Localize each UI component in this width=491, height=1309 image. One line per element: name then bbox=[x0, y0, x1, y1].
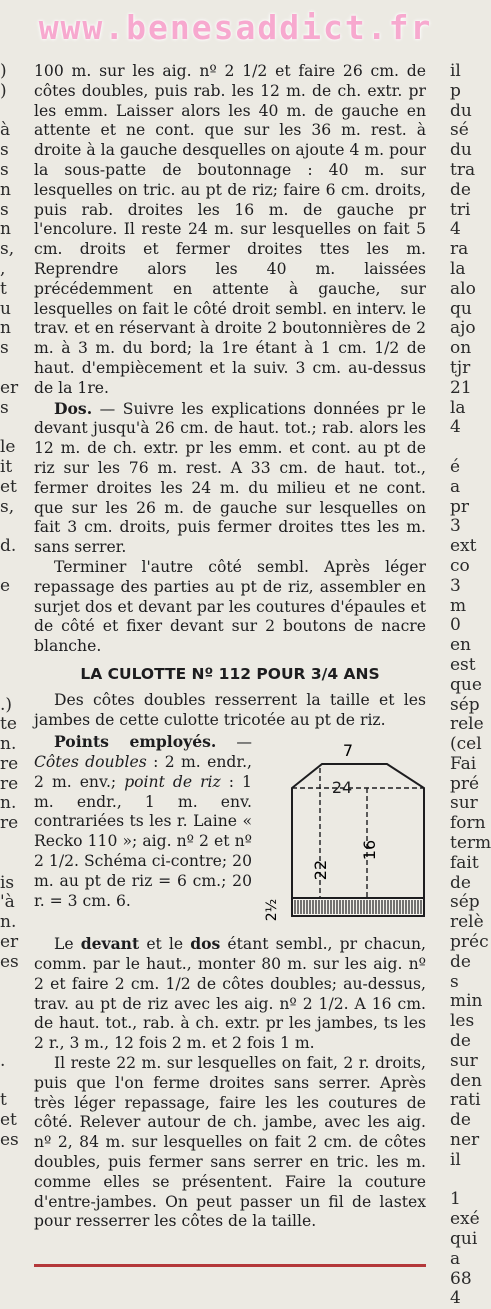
margin-fragment bbox=[0, 1151, 14, 1171]
points-block bbox=[34, 732, 426, 934]
margin-fragment: d. bbox=[0, 536, 17, 557]
margin-fragment: exé bbox=[450, 1209, 480, 1230]
margin-fragment: de bbox=[450, 951, 471, 972]
paragraph-dos bbox=[34, 399, 426, 558]
schema-width-label: 24 bbox=[331, 778, 353, 798]
margin-fragment bbox=[0, 1190, 14, 1210]
margin-fragment: préc bbox=[450, 932, 489, 953]
margin-fragment bbox=[0, 656, 14, 676]
margin-fragment: re bbox=[0, 773, 19, 794]
margin-fragment: la bbox=[450, 258, 466, 279]
margin-fragment: rati bbox=[450, 1090, 481, 1111]
margin-fragment: 3 bbox=[450, 575, 461, 596]
margin-fragment: 0 bbox=[450, 615, 461, 636]
margin-fragment bbox=[0, 973, 14, 993]
margin-fragment bbox=[0, 359, 14, 379]
text-fragment: étant sembl., pr chacun, comm. par le haut., monter 80 m. sur les aig. nº 2 et faire 2 cm. 1/2 de côtes doubles; au-dessus, trav. au pt de riz avec les aig. nº 2 1/2. A 16 cm. de haut. tot., rab. à ch. extr. pr les jambes, ts les 2 r., 3 m., 12 fois 2 m. et 2 fois 1 m. bbox=[34, 935, 426, 1053]
margin-fragment: es bbox=[0, 951, 19, 972]
margin-fragment: tjr bbox=[450, 357, 471, 378]
margin-fragment: n. bbox=[0, 793, 17, 814]
margin-fragment: 4 bbox=[450, 219, 461, 240]
margin-fragment: , bbox=[0, 258, 6, 279]
margin-fragment: p bbox=[450, 80, 461, 101]
margin-fragment bbox=[0, 854, 14, 874]
left-column-fragment bbox=[0, 61, 19, 1230]
margin-fragment: du bbox=[450, 100, 472, 121]
margin-fragment: 'à bbox=[0, 892, 15, 913]
schema-rib-label: 2½ bbox=[264, 899, 280, 922]
margin-fragment: n. bbox=[0, 734, 17, 755]
margin-fragment: co bbox=[450, 555, 470, 576]
margin-fragment: s, bbox=[0, 239, 15, 260]
margin-fragment bbox=[0, 834, 14, 854]
margin-fragment: s bbox=[0, 140, 9, 161]
margin-fragment: 1 bbox=[450, 1189, 461, 1210]
paragraph-intro: Des côtes doubles resserrent la taille et les jambes de cette culotte tricotée au pt de riz. bbox=[34, 690, 426, 729]
margin-fragment: . bbox=[0, 1050, 6, 1071]
margin-fragment: n bbox=[0, 179, 11, 200]
margin-fragment: pré bbox=[450, 773, 480, 794]
schema-top-label: 7 bbox=[342, 741, 354, 761]
margin-fragment: s bbox=[0, 199, 9, 220]
margin-fragment: s, bbox=[0, 496, 15, 517]
points-label: Points employés. bbox=[54, 732, 217, 752]
margin-fragment: is bbox=[0, 872, 15, 893]
margin-fragment: 3 bbox=[450, 516, 461, 537]
cotes-label: Côtes doubles bbox=[34, 753, 147, 772]
margin-fragment: n. bbox=[0, 912, 17, 933]
margin-fragment: de bbox=[450, 1031, 471, 1052]
margin-fragment: sép bbox=[450, 892, 480, 913]
margin-fragment bbox=[0, 676, 14, 696]
points-text bbox=[34, 732, 252, 934]
margin-fragment: n bbox=[0, 219, 11, 240]
margin-fragment: tri bbox=[450, 199, 471, 220]
margin-fragment: 68 bbox=[450, 1268, 472, 1289]
paragraph-devant bbox=[34, 62, 426, 399]
riz-text: : 1 m. endr., 1 m. env. contrariées ts les r. Laine « Recko 110 »; aig. nº 2 et nº 2 1/2. Schéma ci-contre; 20 m. au pt de riz = 6 cm.; 20 r. = 3 cm. 6. bbox=[34, 772, 252, 910]
margin-fragment: .) bbox=[0, 694, 13, 715]
bottom-rule bbox=[34, 1264, 426, 1267]
margin-fragment: t bbox=[0, 1090, 7, 1111]
devant-label: devant bbox=[80, 934, 140, 954]
margin-fragment: et bbox=[0, 476, 17, 497]
margin-fragment bbox=[450, 438, 471, 458]
margin-fragment: 21 bbox=[450, 377, 472, 398]
margin-fragment: le bbox=[0, 437, 16, 458]
margin-fragment: a bbox=[450, 476, 461, 497]
margin-fragment: les bbox=[450, 1011, 475, 1032]
margin-fragment: de bbox=[450, 872, 471, 893]
schema-rib bbox=[292, 898, 424, 916]
paragraph-finish: Il reste 22 m. sur lesquelles on fait, 2 r. droits, puis que l'on ferme droites sans serrer. Après très léger repassage, faire les les coutures de côté. Relever autour de ch. jambe, avec les aig. nº 2, 84 m. sur lesquelles on fait 2 cm. de côtes doubles, puis fermer sans serrer en tric. les m. comme elles se présentent. Faire la couture d'entre-jambes. On peut passer un fil de lastex pour resserrer les côtes de la taille. bbox=[34, 1054, 426, 1231]
margin-fragment: er bbox=[0, 377, 19, 398]
margin-fragment: et bbox=[0, 1110, 17, 1131]
margin-fragment: tra bbox=[450, 159, 476, 180]
margin-fragment bbox=[0, 418, 14, 438]
margin-fragment: relè bbox=[450, 912, 484, 933]
margin-fragment: de bbox=[450, 1110, 471, 1131]
margin-fragment: é bbox=[450, 456, 461, 477]
margin-fragment bbox=[0, 597, 14, 617]
margin-fragment: il bbox=[450, 61, 461, 81]
margin-fragment bbox=[0, 636, 14, 656]
margin-fragment: t bbox=[0, 278, 7, 299]
margin-fragment: sép bbox=[450, 694, 480, 715]
margin-fragment: de bbox=[450, 179, 471, 200]
culotte-schema bbox=[262, 734, 442, 934]
margin-fragment: fait bbox=[450, 852, 479, 873]
margin-fragment: den bbox=[450, 1070, 482, 1091]
margin-fragment bbox=[0, 1171, 14, 1191]
margin-fragment: it bbox=[0, 456, 13, 477]
margin-fragment: alo bbox=[450, 278, 476, 299]
margin-fragment bbox=[0, 1032, 14, 1052]
margin-fragment: re bbox=[0, 813, 19, 834]
margin-fragment: la bbox=[450, 397, 466, 418]
margin-fragment: du bbox=[450, 140, 472, 161]
margin-fragment: sur bbox=[450, 1050, 478, 1071]
margin-fragment: ajo bbox=[450, 318, 476, 339]
margin-fragment: en bbox=[450, 635, 472, 656]
margin-fragment: m bbox=[450, 595, 467, 616]
right-column-fragment bbox=[450, 61, 491, 1309]
section-heading: LA CULOTTE Nº 112 POUR 3/4 ANS bbox=[80, 664, 380, 683]
margin-fragment: forn bbox=[450, 813, 486, 834]
margin-fragment bbox=[0, 1072, 14, 1092]
margin-fragment: pr bbox=[450, 496, 470, 517]
schema-height-total-label: 22 bbox=[311, 860, 330, 881]
article-column bbox=[34, 62, 426, 1232]
margin-fragment: e bbox=[0, 575, 11, 596]
margin-fragment: on bbox=[450, 338, 472, 359]
margin-fragment: 4 bbox=[450, 417, 461, 438]
dos-label-2: dos bbox=[190, 934, 221, 954]
margin-fragment: s bbox=[0, 397, 9, 418]
dos-label: Dos. bbox=[54, 398, 93, 418]
margin-fragment: ra bbox=[450, 239, 469, 260]
margin-fragment: qu bbox=[450, 298, 472, 319]
margin-fragment: er bbox=[0, 932, 19, 953]
watermark: www.benesaddict.fr bbox=[38, 8, 433, 47]
paragraph-assembly: Terminer l'autre côté sembl. Après léger repassage des parties au pt de riz, assembler en surjet dos et devant par les coutures d'épaules et de côté et fixer devant sur 2 boutons de nacre blanche. bbox=[34, 557, 426, 656]
margin-fragment: s bbox=[450, 971, 459, 992]
margin-fragment: ner bbox=[450, 1130, 480, 1151]
riz-label: point de riz bbox=[124, 772, 221, 791]
points-dash: — bbox=[216, 733, 252, 752]
margin-fragment bbox=[0, 616, 14, 636]
margin-fragment: rele bbox=[450, 714, 484, 735]
margin-fragment bbox=[0, 102, 14, 122]
schema-height-side-label: 16 bbox=[360, 840, 379, 861]
margin-fragment: term bbox=[450, 833, 491, 854]
margin-fragment: qui bbox=[450, 1229, 478, 1250]
margin-fragment bbox=[0, 517, 14, 537]
margin-fragment: s bbox=[0, 338, 9, 359]
margin-fragment: sé bbox=[450, 120, 469, 141]
margin-fragment: Fai bbox=[450, 753, 477, 774]
margin-fragment: a bbox=[450, 1248, 461, 1269]
margin-fragment: que bbox=[450, 674, 482, 695]
margin-fragment bbox=[0, 992, 14, 1012]
margin-fragment: sur bbox=[450, 793, 478, 814]
margin-fragment: 4 bbox=[450, 1288, 461, 1309]
cotes-text: : 2 m. endr., 2 m. env.; bbox=[34, 753, 252, 791]
margin-fragment: ) bbox=[0, 61, 7, 81]
paragraph-text: 100 m. sur les aig. nº 2 1/2 et faire 26 cm. de côtes doubles, puis rab. les 12 m. de ch. extr. pr les emm. Laisser alors les 40 m. de gauche en attente et ne cont. que sur les 36 m. rest. à droite à la gauche desquelles on ajoute 4 m. pour la sous-patte de boutonnage : 40 m. sur lesquelles on tric. au pt de riz; faire 6 cm. droits, puis rab. droites les 16 m. de gauche pr l'encolure. Il reste 24 m. sur lesquelles on fait 5 cm. droits et fermer droites ttes les m. Reprendre alors les 40 m. laissées précédemment en attente à gauche, sur lesquelles on fait le côté droit sembl. en interv. le trav. et en réservant à droite 2 boutonnières de 2 m. à 3 m. du bord; la 1re étant à 1 cm. 1/2 de haut. d'empiècement et la suiv. 3 cm. au-dessus de la 1re. bbox=[34, 62, 426, 397]
margin-fragment: re bbox=[0, 753, 19, 774]
margin-fragment: te bbox=[0, 714, 17, 735]
margin-fragment: est bbox=[450, 654, 476, 675]
margin-fragment: es bbox=[0, 1130, 19, 1151]
margin-fragment: il bbox=[450, 1149, 461, 1170]
margin-fragment: (cel bbox=[450, 734, 482, 755]
margin-fragment: u bbox=[0, 298, 11, 319]
margin-fragment bbox=[0, 1210, 14, 1230]
margin-fragment bbox=[0, 557, 14, 577]
margin-fragment: s bbox=[0, 159, 9, 180]
text-fragment: Le bbox=[54, 935, 81, 954]
margin-fragment: n bbox=[0, 318, 11, 339]
margin-fragment bbox=[0, 1012, 14, 1032]
margin-fragment: ext bbox=[450, 536, 477, 557]
text-fragment: et le bbox=[139, 935, 191, 954]
margin-fragment bbox=[450, 1171, 471, 1191]
margin-fragment: à bbox=[0, 120, 11, 141]
margin-fragment: ) bbox=[0, 80, 7, 101]
margin-fragment: min bbox=[450, 991, 483, 1012]
paragraph-devant-dos bbox=[34, 934, 426, 1054]
dos-text: — Suivre les explications données pr le devant jusqu'à 26 cm. de haut. tot.; rab. alors les 12 m. de ch. extr. pr les emm. et cont. au pt de riz sur les 76 m. rest. A 33 cm. de haut. tot., fermer droites les 24 m. du milieu et ne cont. que sur les 26 m. de gauche sur lesquelles on fait 3 cm. droits, puis fermer droites ttes les m. sans serrer. bbox=[34, 399, 426, 557]
